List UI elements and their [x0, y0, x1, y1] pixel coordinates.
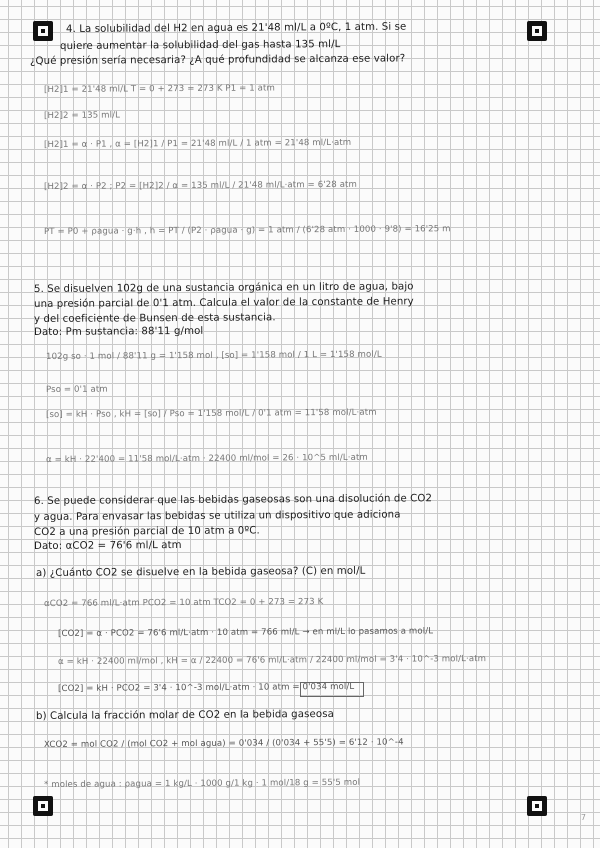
problem6-statement-1: 6. Se puede considerar que las bebidas gaseosas son una disolución de CO2 [33, 493, 433, 507]
problem5-data: Dato: Pm sustancia: 88'11 g/mol [33, 325, 204, 338]
problem6-data: Dato: αCO2 = 76'6 ml/L atm [33, 539, 182, 552]
problem4-statement-3: ¿Qué presión sería necesaria? ¿A qué profundidad se alcanza ese valor? [29, 53, 406, 67]
problem6-b-line-2: * moles de agua : ρagua = 1 kg/L · 1000 g/1 kg · 1 mol/18 g = 55'5 mol [43, 777, 361, 790]
problem4-statement-1: 4. La solubilidad del H2 en agua es 21'48 ml/L a 0ºC, 1 atm. Si se [65, 21, 407, 35]
problem4-line-2: [H2]2 = 135 ml/L [43, 110, 120, 121]
problem6-statement-2: y agua. Para envasar las bebidas se utiliza un dispositivo que adiciona [33, 509, 401, 523]
problem5-statement-3: y del coeficiente de Bunsen de esta sustancia. [33, 312, 276, 325]
problem6-b-line-1: XCO2 = mol CO2 / (mol CO2 + mol agua) = 0'034 / (0'034 + 55'5) = 6'12 · 10^-4 [43, 737, 404, 750]
problem4-line-4: [H2]2 = α · P2 ; P2 = [H2]2 / α = 135 ml/L / 21'48 ml/L·atm = 6'28 atm [43, 179, 358, 192]
problem4-line-5: PT = P0 + ρagua · g·h , h = PT / (P2 · ρagua · g) = 1 atm / (6'28 atm · 1000 · 9'8) = 16'25 m [43, 224, 451, 237]
problem5-statement-2: una presión parcial de 0'1 atm. Calcula el valor de la constante de Henry [33, 296, 414, 310]
problem4-line-1: [H2]1 = 21'48 ml/L T = 0 + 273 = 273 K P1 = 1 atm [43, 83, 275, 95]
corner-marker-icon [33, 796, 53, 816]
page-number: 7 [580, 813, 586, 822]
problem5-line-4: α = kH · 22'400 = 11'58 mol/L·atm · 22400 ml/mol = 26 · 10^5 ml/L·atm [45, 452, 368, 465]
problem6-a-line-1: αCO2 = 766 ml/L·atm PCO2 = 10 atm TCO2 = 0 + 273 = 273 K [43, 597, 324, 609]
problem4-line-3: [H2]1 = α · P1 , α = [H2]1 / P1 = 21'48 ml/L / 1 atm = 21'48 ml/L·atm [43, 137, 352, 150]
corner-marker-icon [33, 21, 53, 41]
problem6-a-line-3: α = kH · 22400 ml/mol , kH = α / 22400 = 76'6 ml/L·atm / 22400 ml/mol = 3'4 · 10^-3 mol/L·atm [57, 654, 487, 667]
problem5-statement-1: 5. Se disuelven 102g de una sustancia orgánica en un litro de agua, bajo [33, 281, 414, 295]
problem6-a-line-2: [CO2] = α · PCO2 = 76'6 ml/L·atm · 10 atm = 766 ml/L → en ml/L lo pasamos a mol/L [57, 626, 434, 639]
problem5-line-1: 102g so · 1 mol / 88'11 g = 1'158 mol , [so] = 1'158 mol / 1 L = 1'158 mol/L [45, 349, 382, 362]
problem6-a-line-4: [CO2] = kH · PCO2 = 3'4 · 10^-3 mol/L·atm · 10 atm = 0'034 mol/L [57, 681, 355, 694]
problem6-statement-3: CO2 a una presión parcial de 10 atm a 0ºC. [33, 525, 260, 538]
problem5-line-2: Pso = 0'1 atm [45, 384, 108, 395]
problem6-part-b: b) Calcula la fracción molar de CO2 en la bebida gaseosa [35, 708, 334, 722]
problem6-part-a: a) ¿Cuánto CO2 se disuelve en la bebida gaseosa? (C) en mol/L [35, 565, 366, 579]
result-box [300, 682, 364, 697]
corner-marker-icon [527, 796, 547, 816]
problem4-statement-2: quiere aumentar la solubilidad del gas hasta 135 ml/L [59, 39, 341, 52]
problem5-line-3: [so] = kH · Pso , kH = [so] / Pso = 1'158 mol/L / 0'1 atm = 11'58 mol/L·atm [45, 407, 377, 420]
corner-marker-icon [527, 21, 547, 41]
